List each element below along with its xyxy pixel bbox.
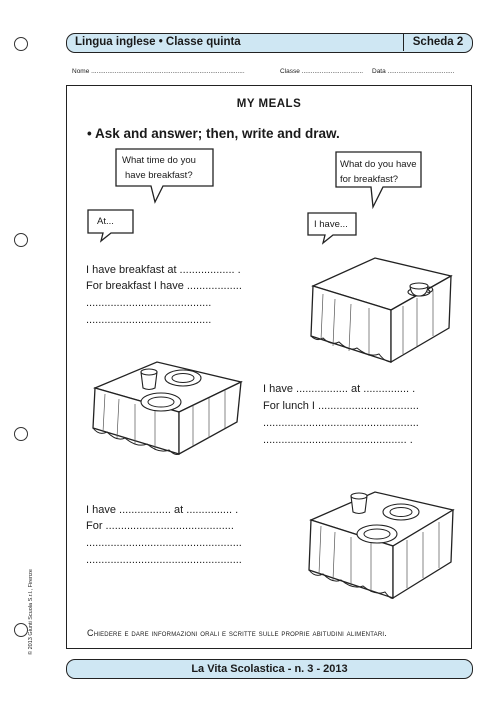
block1-line3: ......................................... (86, 297, 212, 309)
sheet-label: Scheda 2 (403, 33, 472, 51)
answer-bubble-at (87, 209, 147, 244)
footer-bar: La Vita Scolastica - n. 3 - 2013 (66, 659, 473, 679)
block1-line4: ......................................... (86, 314, 212, 326)
bubble-q2-line2: for breakfast? (340, 174, 399, 185)
block2-line1: I have ................. at ............... . (263, 383, 416, 395)
copyright: © 2013 Giunti Scuola S.r.l., Firenze (28, 569, 34, 655)
block2-line3: ................................................... (263, 417, 419, 429)
instruction: • Ask and answer; then, write and draw. (87, 126, 340, 141)
table-with-glass-and-plates (85, 358, 250, 458)
name-field: Nome ..................................................................................... (72, 68, 245, 75)
date-field: Data ..................................... (372, 68, 455, 75)
worksheet-title: MY MEALS (236, 98, 302, 110)
bubble-q2-line1: What do you have (340, 159, 417, 170)
block3-line1: I have ................. at ............... . (86, 504, 239, 516)
block2-line2: For lunch I ................................. (263, 400, 419, 412)
binder-hole (14, 233, 28, 247)
table-with-cup (299, 256, 459, 366)
block3-line4: ................................................... (86, 554, 242, 566)
block3-line2: For .......................................... (86, 520, 234, 532)
binder-hole (14, 427, 28, 441)
worksheet-frame (66, 85, 472, 649)
block1-line2: For breakfast I have .................. (86, 280, 242, 292)
table-with-glass-and-plates-2 (299, 488, 461, 603)
bubble-q1-line2: have breakfast? (125, 170, 193, 181)
subject-label: Lingua inglese • Classe quinta (75, 36, 241, 48)
block1-line1: I have breakfast at .................. . (86, 264, 241, 276)
bubble-q1-line1: What time do you (122, 155, 196, 166)
objective-note: Chiedere e dare informazioni orali e scritte sulle proprie abitudini alimentari. (87, 628, 387, 638)
bubble-a2: I have... (314, 219, 348, 230)
block2-line4: ............................................... . (263, 434, 413, 446)
class-field: Classe .................................. (280, 68, 364, 75)
binder-hole (14, 623, 28, 637)
bubble-a1: At... (97, 216, 114, 227)
block3-line3: ................................................... (86, 537, 242, 549)
binder-hole (14, 37, 28, 51)
header-bar (66, 33, 473, 53)
